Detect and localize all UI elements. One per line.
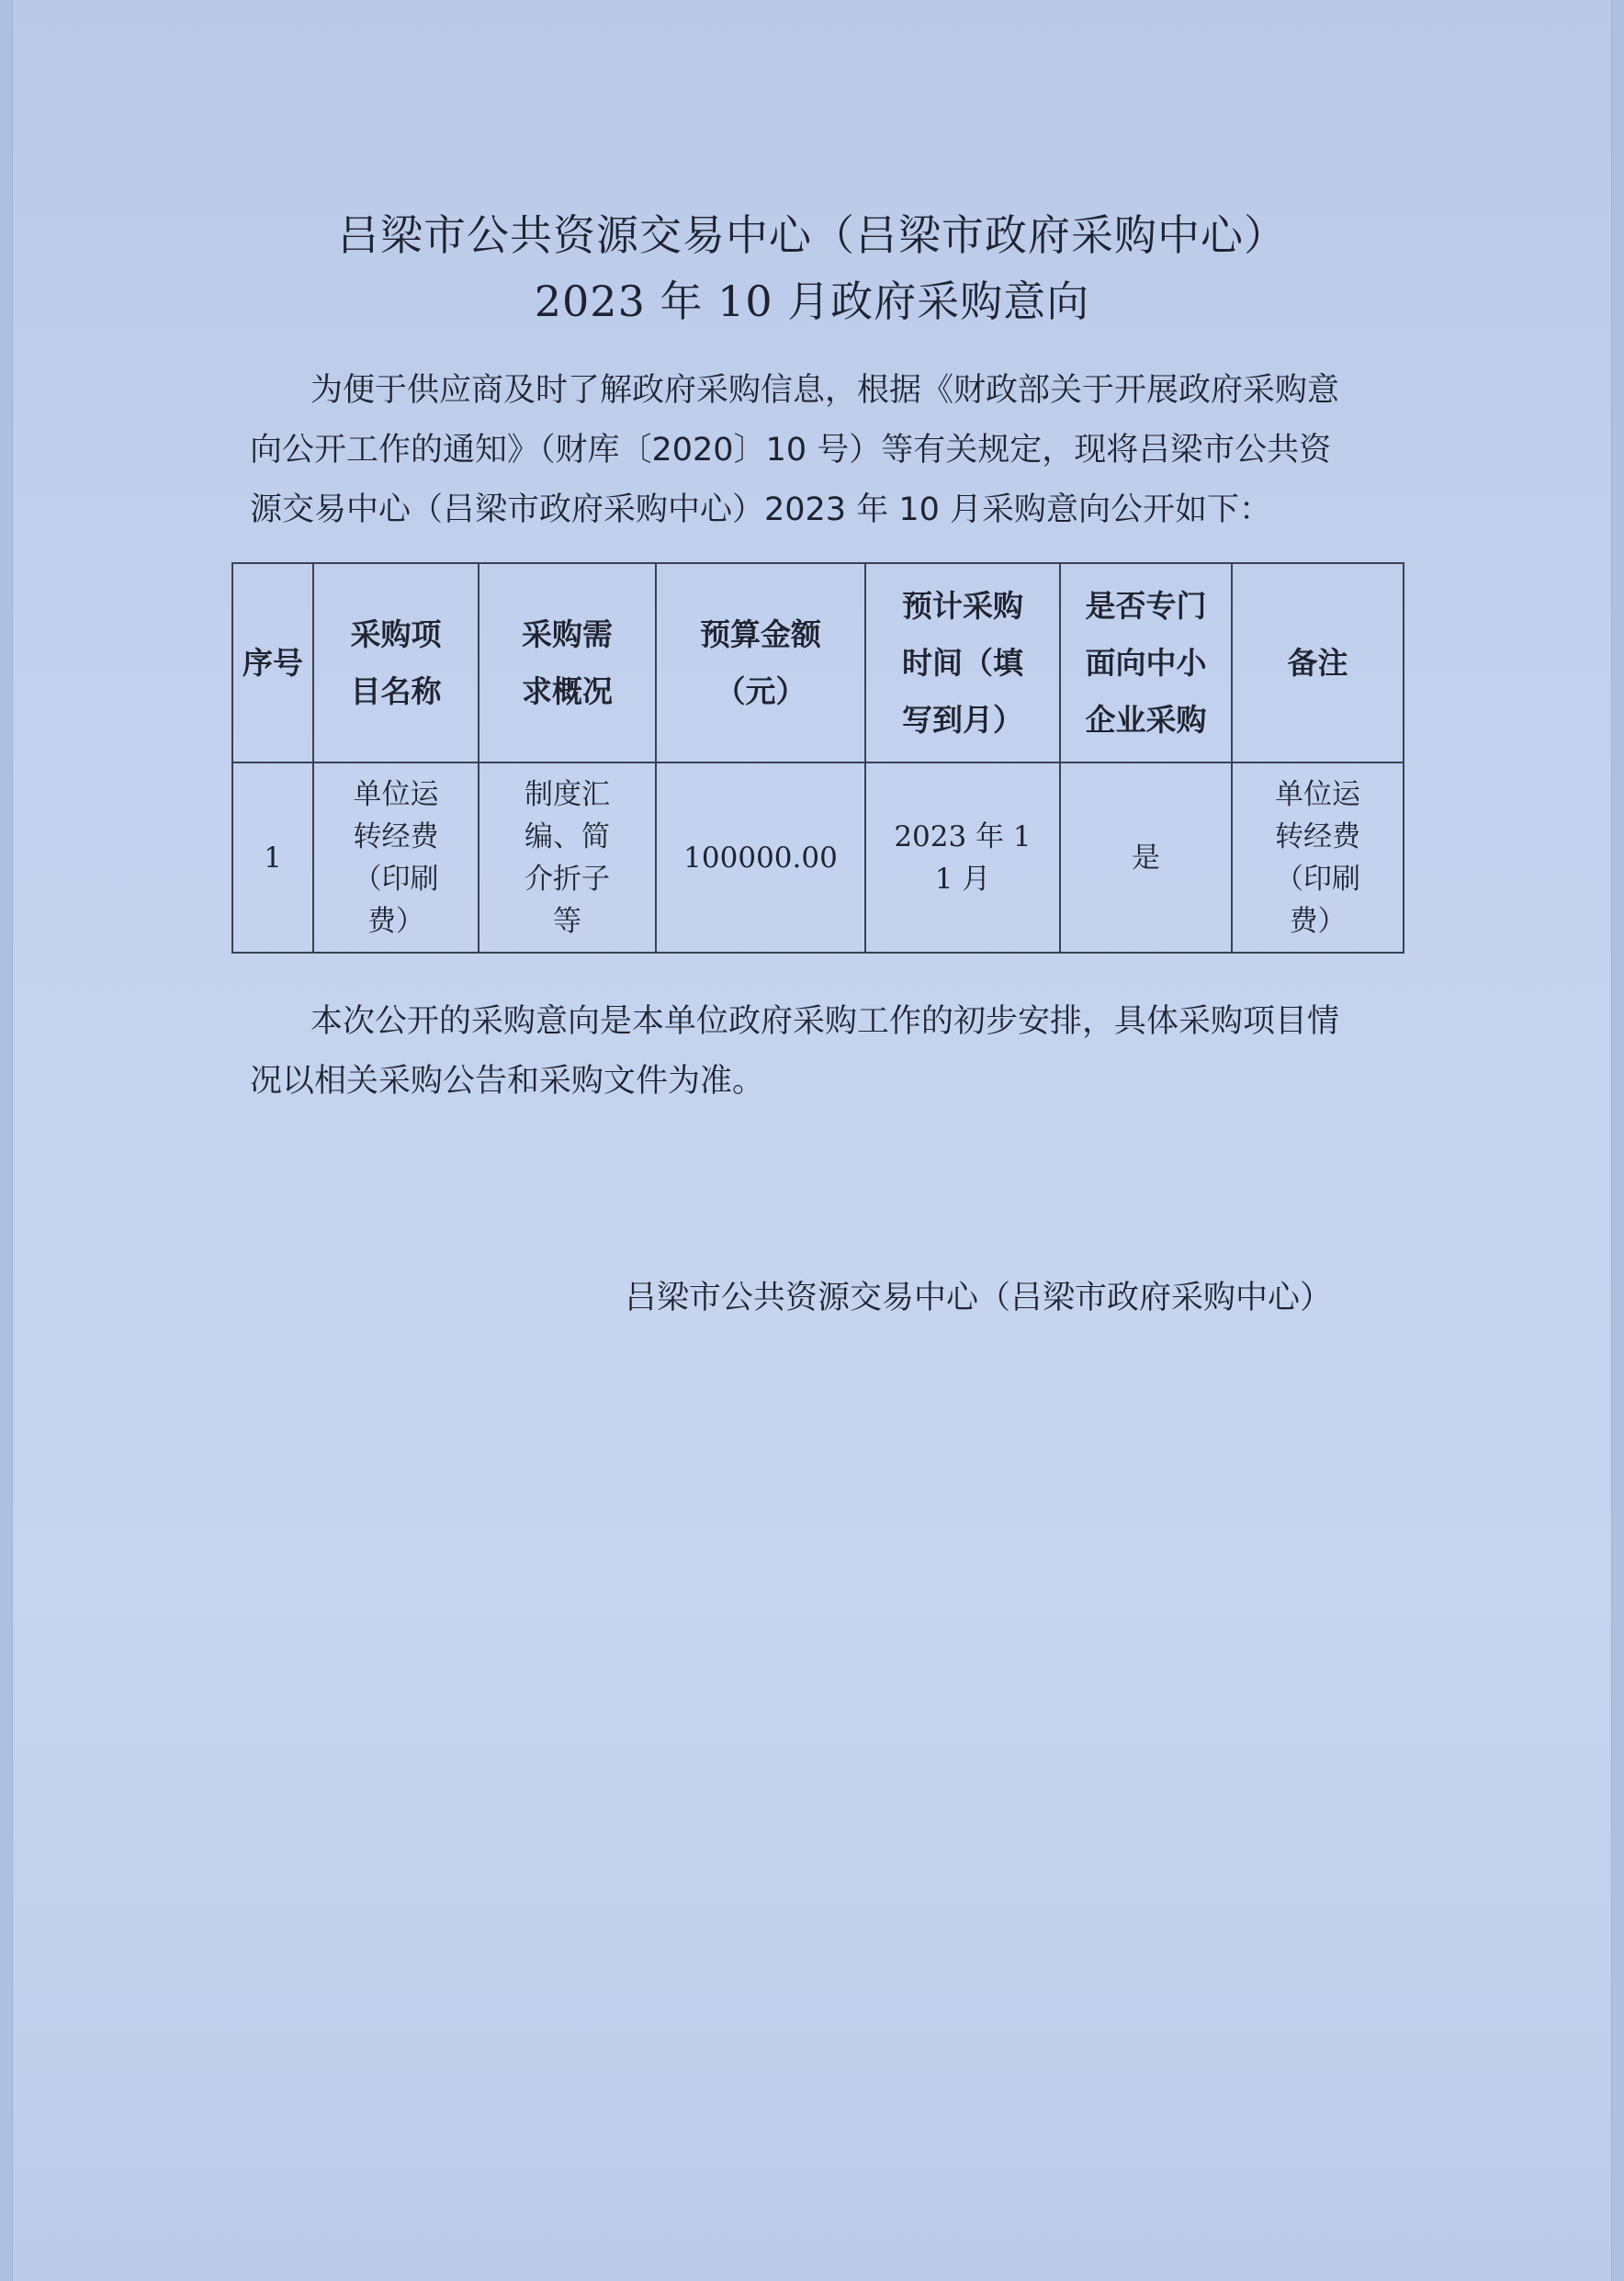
cell-sme-only: 是 xyxy=(1060,762,1232,953)
header-planned-time: 预计采购时间（填写到月） xyxy=(865,563,1060,762)
header-requirements: 采购需求概况 xyxy=(479,563,656,762)
document-title-line1: 吕梁市公共资源交易中心（吕梁市政府采购中心） xyxy=(337,210,1287,260)
procurement-intention-table xyxy=(231,562,1404,954)
header-seq: 序号 xyxy=(232,563,313,762)
cell-requirements: 制度汇编、简介折子等 xyxy=(479,762,656,953)
cell-budget: 100000.00 xyxy=(656,762,865,953)
issuer-signature: 吕梁市公共资源交易中心（吕梁市政府采购中心） xyxy=(625,1280,1333,1316)
header-project-name: 采购项目名称 xyxy=(313,563,479,762)
cell-seq: 1 xyxy=(232,762,313,953)
header-budget: 预算金额（元） xyxy=(656,563,865,762)
paper-sheet xyxy=(13,0,1611,2281)
intro-line: 源交易中心（吕梁市政府采购中心）2023 年 10 月采购意向公开如下： xyxy=(250,491,1271,528)
cell-remarks: 单位运转经费（印刷费） xyxy=(1232,762,1404,953)
closing-paragraph xyxy=(250,992,1370,1112)
header-sme-only: 是否专门面向中小企业采购 xyxy=(1060,563,1232,762)
intro-paragraph xyxy=(250,361,1370,540)
intro-line: 为便于供应商及时了解政府采购信息，根据《财政部关于开展政府采购意 xyxy=(310,372,1340,409)
table-header-row xyxy=(232,563,1404,762)
intro-line: 向公开工作的通知》（财库〔2020〕10 号）等有关规定，现将吕梁市公共资 xyxy=(250,432,1332,469)
cell-project-name: 单位运转经费（印刷费） xyxy=(313,762,479,953)
header-remarks: 备注 xyxy=(1232,563,1404,762)
cell-planned-time: 2023 年 11 月 xyxy=(865,762,1060,953)
table-row xyxy=(232,762,1404,953)
closing-line: 本次公开的采购意向是本单位政府采购工作的初步安排，具体采购项目情 xyxy=(310,1003,1340,1040)
document-title-line2: 2023 年 10 月政府采购意向 xyxy=(534,277,1090,326)
closing-line: 况以相关采购公告和采购文件为准。 xyxy=(250,1063,765,1100)
